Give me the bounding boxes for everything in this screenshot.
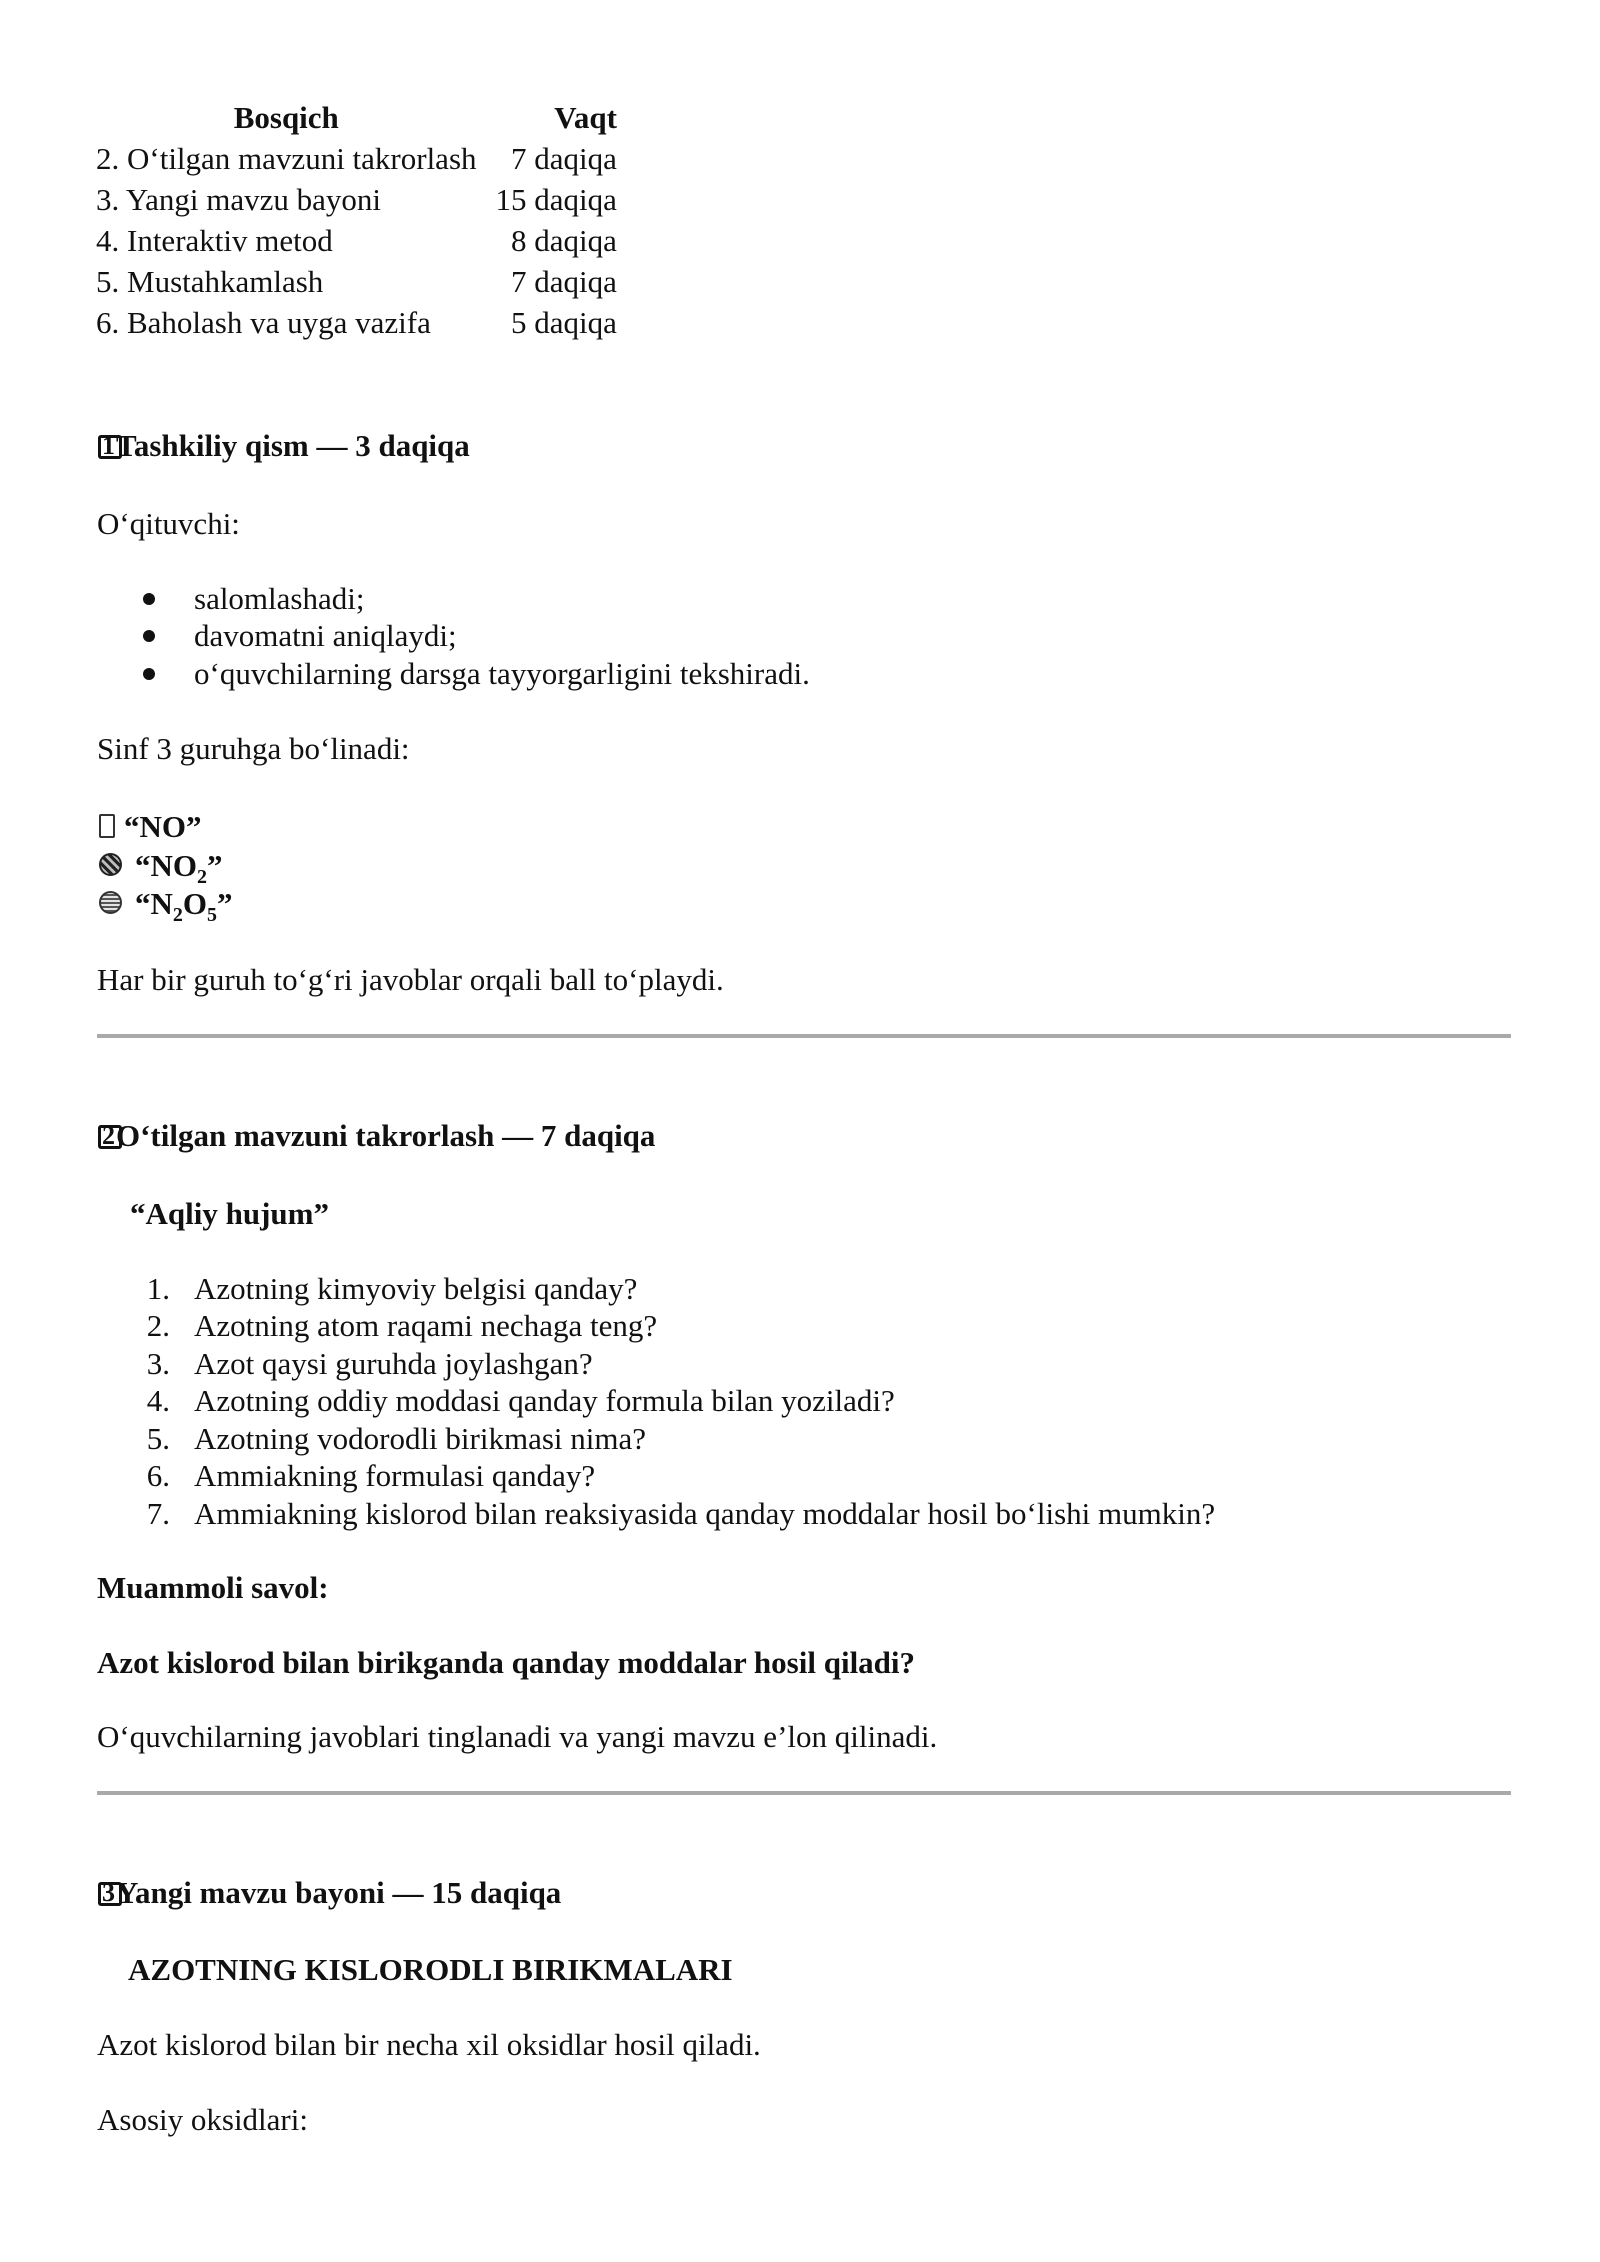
groups-intro: Sinf 3 guruhga bo‘linadi:: [97, 731, 410, 766]
teacher-action-item: o‘quvchilarning darsga tayyorgarligini tekshiradi.: [194, 656, 810, 691]
question-number: 5.: [146, 1421, 170, 1456]
section2-closing: O‘quvchilarning javoblari tinglanadi va yangi mavzu e’lon qilinadi.: [97, 1719, 938, 1754]
teacher-label: O‘qituvchi:: [97, 506, 240, 541]
topic-intro: Azot kislorod bilan bir necha xil oksidlar hosil qiladi.: [97, 2027, 761, 2062]
stage-cell: 5. Mustahkamlash: [96, 264, 324, 299]
question-text: Azot qaysi guruhda joylashgan?: [194, 1346, 593, 1381]
question-number: 6.: [146, 1458, 170, 1493]
keycap-two-icon: 2: [98, 1125, 122, 1149]
schedule-row: [93, 220, 620, 261]
question-text: Ammiakning formulasi qanday?: [194, 1458, 596, 1493]
section3-heading-text: Yangi mavzu bayoni — 15 daqiqa: [116, 1875, 562, 1910]
time-cell: 7 daqiqa: [511, 141, 617, 176]
groups-closing: Har bir guruh to‘g‘ri javoblar orqali ball to‘playdi.: [97, 962, 724, 997]
stage-column-header: Bosqich: [233, 100, 339, 135]
question-number: 2.: [146, 1308, 170, 1343]
question-number: 7.: [146, 1496, 170, 1531]
divider: [97, 1034, 1511, 1038]
stage-cell: 2. O‘tilgan mavzuni takrorlash: [96, 141, 477, 176]
time-cell: 5 daqiqa: [511, 305, 617, 340]
schedule-table: [93, 97, 620, 343]
stage-cell: 4. Interaktiv metod: [96, 223, 333, 258]
group-hatched-circle-icon: [99, 853, 122, 876]
question-number: 3.: [146, 1346, 170, 1381]
section1-heading: [98, 427, 470, 464]
question-text: Azotning kimyoviy belgisi qanday?: [194, 1271, 638, 1306]
group-label-no2: “$NO_2$”: [135, 848, 223, 888]
oxides-label: Asosiy oksidlari:: [97, 2102, 308, 2137]
stage-cell: 3. Yangi mavzu bayoni: [96, 182, 382, 217]
question-number: 1.: [146, 1271, 170, 1306]
divider: [97, 1791, 1511, 1795]
bullet-icon: [143, 593, 155, 605]
bullet-icon: [143, 630, 155, 642]
group-label-no: “NO”: [124, 809, 202, 844]
section3-heading: [98, 1874, 561, 1911]
question-number: 4.: [146, 1383, 170, 1418]
section2-heading: [98, 1117, 655, 1154]
question-text: Azotning oddiy moddasi qanday formula bilan yoziladi?: [194, 1383, 895, 1418]
group-label-n2o5: “$N_2O_5$”: [135, 886, 233, 926]
time-cell: 8 daqiqa: [511, 223, 617, 258]
problem-label: Muammoli savol:: [97, 1570, 329, 1605]
group-square-icon: [99, 814, 115, 838]
method-title: “Aqliy hujum”: [130, 1196, 329, 1231]
schedule-header-row: [93, 97, 620, 138]
schedule-row: [93, 302, 620, 343]
schedule-row: [93, 138, 620, 179]
section1-heading-text: Tashkiliy qism — 3 daqiqa: [116, 428, 470, 463]
teacher-action-item: davomatni aniqlaydi;: [194, 618, 457, 653]
question-text: Azotning vodorodli birikmasi nima?: [194, 1421, 647, 1456]
teacher-action-item: salomlashadi;: [194, 581, 365, 616]
keycap-three-icon: 3: [98, 1882, 122, 1906]
question-text: Azotning atom raqami nechaga teng?: [194, 1308, 658, 1343]
group-striped-circle-icon: [99, 891, 122, 914]
schedule-row: [93, 261, 620, 302]
time-cell: 7 daqiqa: [511, 264, 617, 299]
question-text: Ammiakning kislorod bilan reaksiyasida qanday moddalar hosil bo‘lishi mumkin?: [194, 1496, 1216, 1531]
keycap-one-icon: 1: [98, 435, 122, 459]
schedule-row: [93, 179, 620, 220]
problem-question: Azot kislorod bilan birikganda qanday moddalar hosil qiladi?: [97, 1645, 916, 1680]
time-cell: 15 daqiqa: [495, 182, 617, 217]
time-column-header: Vaqt: [554, 100, 617, 135]
topic-title: AZOTNING KISLORODLI BIRIKMALARI: [128, 1952, 733, 1987]
stage-cell: 6. Baholash va uyga vazifa: [96, 305, 431, 340]
section2-heading-text: O‘tilgan mavzuni takrorlash — 7 daqiqa: [116, 1118, 656, 1153]
bullet-icon: [143, 668, 155, 680]
